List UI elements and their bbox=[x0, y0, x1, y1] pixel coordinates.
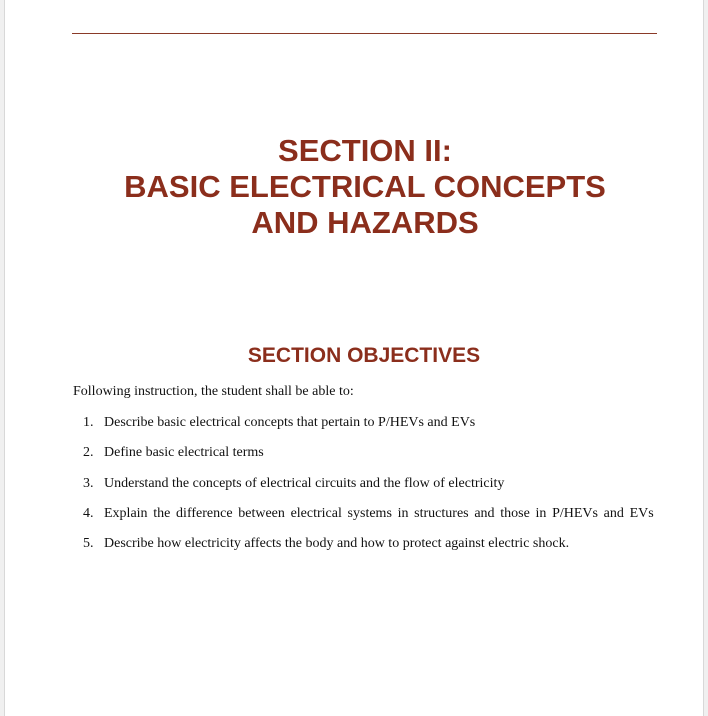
list-item-number: 4. bbox=[83, 505, 94, 521]
list-item bbox=[83, 505, 654, 535]
section-title-line-1: SECTION II: bbox=[278, 133, 452, 168]
list-item-text: Understand the concepts of electrical circuits and the flow of electricity bbox=[104, 475, 505, 491]
section-title-line-3: AND HAZARDS bbox=[251, 205, 479, 240]
list-item-number: 1. bbox=[83, 415, 94, 430]
list-item-text: Describe basic electrical concepts that pertain to P/HEVs and EVs bbox=[104, 415, 476, 430]
objectives-list bbox=[83, 414, 654, 565]
header-rule bbox=[72, 33, 657, 34]
document-page bbox=[4, 0, 704, 716]
list-item bbox=[83, 535, 654, 565]
list-item-number: 3. bbox=[83, 475, 94, 491]
list-item-number: 2. bbox=[83, 445, 94, 461]
list-item-text: Explain the difference between electrical systems in structures and those in P/HEVs and EVs bbox=[104, 505, 654, 521]
objectives-heading: SECTION OBJECTIVES bbox=[247, 344, 481, 367]
objectives-intro: Following instruction, the student shall be able to: bbox=[73, 384, 354, 399]
list-item-text: Define basic electrical terms bbox=[104, 445, 264, 461]
section-title bbox=[5, 133, 708, 241]
list-item-number: 5. bbox=[83, 536, 94, 552]
list-item bbox=[83, 414, 654, 444]
list-item bbox=[83, 444, 654, 474]
section-title-line-2: BASIC ELECTRICAL CONCEPTS bbox=[124, 169, 606, 204]
list-item bbox=[83, 475, 654, 505]
list-item-text: Describe how electricity affects the body and how to protect against electric shock. bbox=[104, 536, 570, 552]
